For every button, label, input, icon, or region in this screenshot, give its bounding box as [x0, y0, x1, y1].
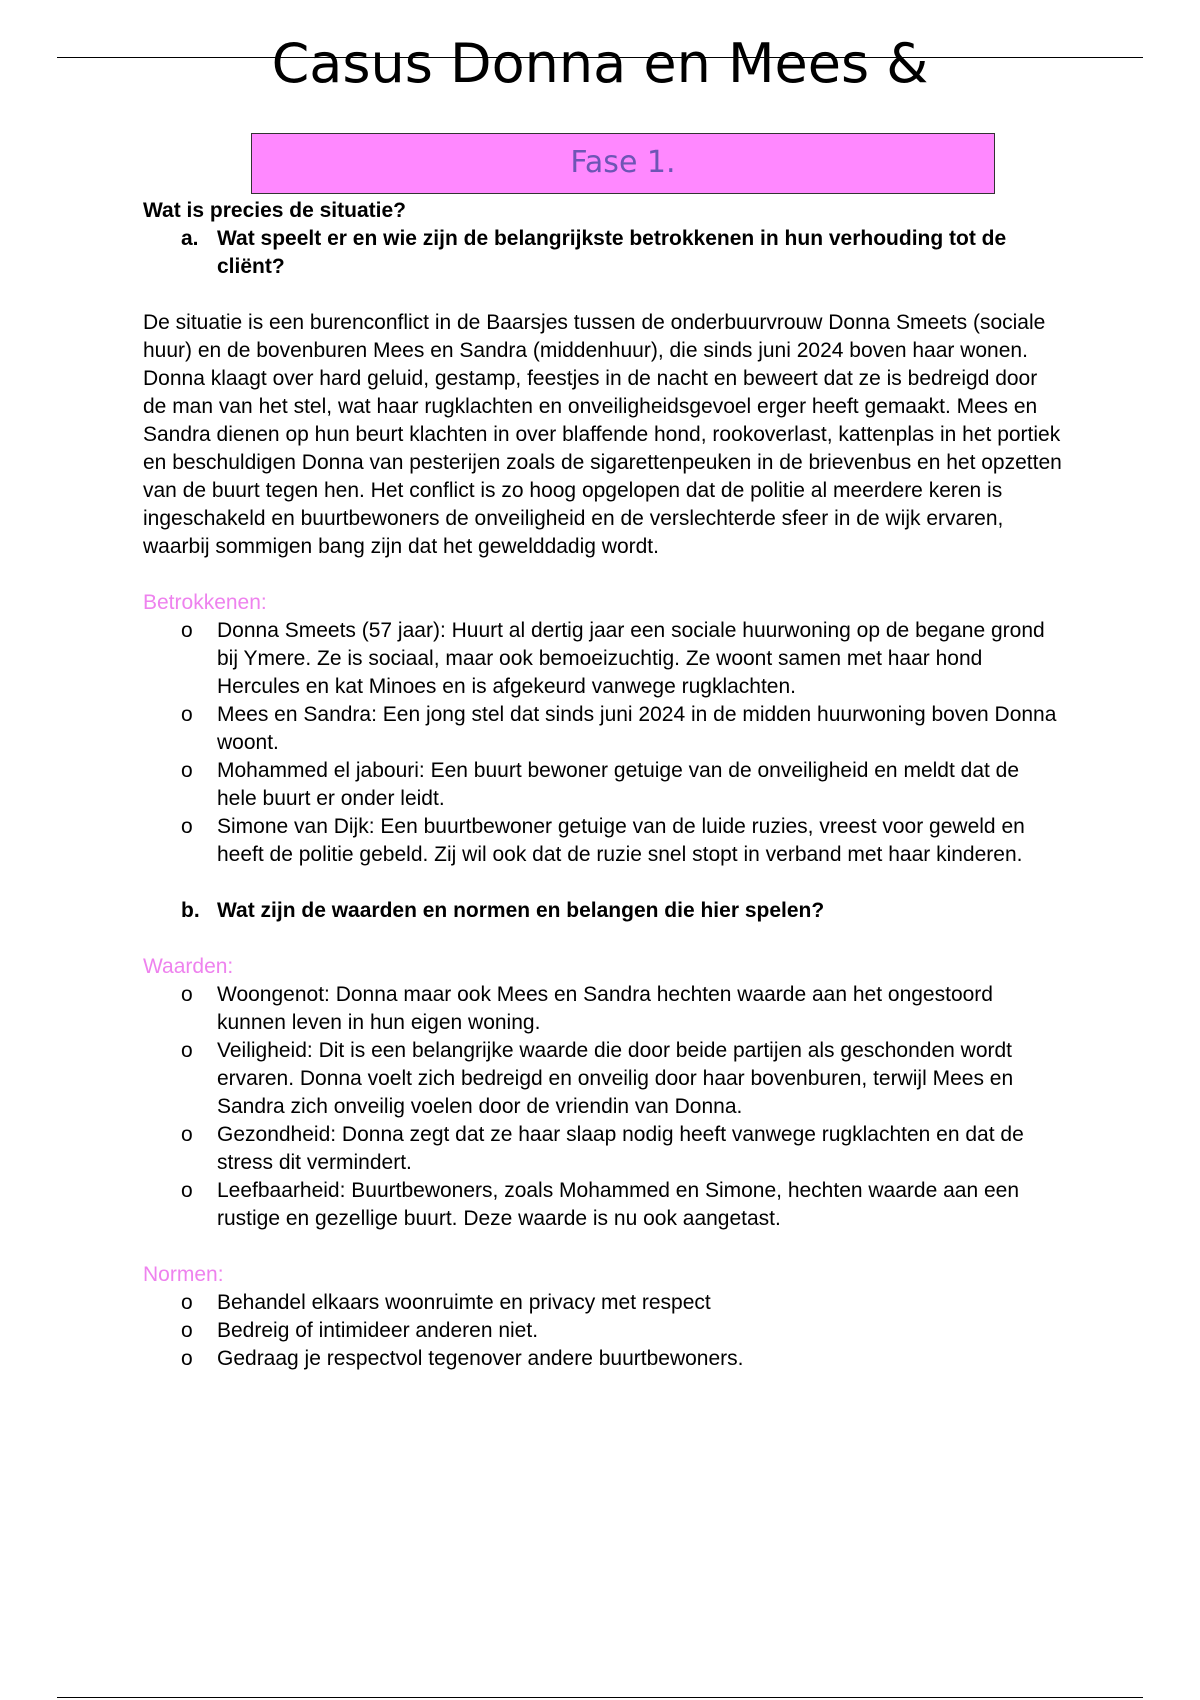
normen-label: Normen:	[143, 1263, 224, 1286]
sub-question-marker: a.	[181, 227, 199, 250]
bullet-icon: o	[181, 1347, 193, 1370]
list-item: o Mohammed el jabouri: Een buurt bewoner getuige van de onveiligheid en meldt dat de hele buurt er onder leidt.	[181, 757, 1063, 813]
sub-question-a	[181, 225, 1063, 281]
waarden-list	[143, 981, 1063, 1233]
sub-question-marker: b.	[181, 899, 200, 922]
list-item: o Gedraag je respectvol tegenover andere buurtbewoners.	[181, 1345, 1063, 1373]
list-item: o Simone van Dijk: Een buurtbewoner getuige van de luide ruzies, vreest voor geweld en heeft de politie gebeld. Zij wil ook dat de ruzie snel stopt in verband met haar kinderen.	[181, 813, 1063, 869]
list-item: o Veiligheid: Dit is een belangrijke waarde die door beide partijen als geschonden wordt ervaren. Donna voelt zich bedreigd en onveilig door haar bovenburen, terwijl Mees en Sandra zich onveilig voelen door de vriendin van Donna.	[181, 1037, 1063, 1121]
bullet-icon: o	[181, 1123, 193, 1146]
list-item: o Woongenot: Donna maar ook Mees en Sandra hechten waarde aan het ongestoord kunnen leven in hun eigen woning.	[181, 981, 1063, 1037]
sub-question-text: Wat speelt er en wie zijn de belangrijkste betrokkenen in hun verhouding tot de cliënt?	[217, 227, 1007, 278]
sub-question-b	[181, 897, 1063, 925]
bullet-icon: o	[181, 619, 193, 642]
list-item: o Behandel elkaars woonruimte en privacy met respect	[181, 1289, 1063, 1317]
bullet-icon: o	[181, 1179, 193, 1202]
list-item: o Leefbaarheid: Buurtbewoners, zoals Mohammed en Simone, hechten waarde aan een rustige en gezellige buurt. Deze waarde is nu ook aangetast.	[181, 1177, 1063, 1233]
bullet-icon: o	[181, 1291, 193, 1314]
bullet-icon: o	[181, 983, 193, 1006]
footer-rule	[57, 1697, 1143, 1698]
document-title: Casus Donna en Mees &	[271, 32, 929, 95]
normen-list	[143, 1289, 1063, 1373]
list-item: o Mees en Sandra: Een jong stel dat sinds juni 2024 in de midden huurwoning boven Donna woont.	[181, 701, 1063, 757]
document-body	[143, 197, 1063, 1373]
bullet-icon: o	[181, 703, 193, 726]
list-item: o Bedreig of intimideer anderen niet.	[181, 1317, 1063, 1345]
phase-heading: Fase 1.	[251, 133, 995, 194]
bullet-icon: o	[181, 759, 193, 782]
bullet-icon: o	[181, 1039, 193, 1062]
betrokkenen-label: Betrokkenen:	[143, 591, 267, 614]
sub-question-text: Wat zijn de waarden en normen en belangen die hier spelen?	[217, 899, 825, 922]
list-item: o Gezondheid: Donna zegt dat ze haar slaap nodig heeft vanwege rugklachten en dat de stress dit vermindert.	[181, 1121, 1063, 1177]
bullet-icon: o	[181, 815, 193, 838]
waarden-label: Waarden:	[143, 955, 234, 978]
main-question: Wat is precies de situatie?	[143, 199, 406, 222]
list-item: o Donna Smeets (57 jaar): Huurt al dertig jaar een sociale huurwoning op de begane grond bij Ymere. Ze is sociaal, maar ook bemoeizuchtig. Ze woont samen met haar hond Hercules en kat Minoes en is afgekeurd vanwege rugklachten.	[181, 617, 1063, 701]
betrokkenen-list	[143, 617, 1063, 869]
situation-paragraph: De situatie is een burenconflict in de Baarsjes tussen de onderbuurvrouw Donna Smeets (sociale huur) en de bovenburen Mees en Sandra (middenhuur), die sinds juni 2024 boven haar wonen. Donna klaagt over hard geluid, gestamp, feestjes in de nacht en beweert dat ze is bedreigd door de man van het stel, wat haar rugklachten en onveiligheidsgevoel erger heeft gemaakt. Mees en Sandra dienen op hun beurt klachten in over blaffende hond, rookoverlast, kattenplas in het portiek en beschuldigen Donna van pesterijen zoals de sigarettenpeuken in de brievenbus en het opzetten van de buurt tegen hen. Het conflict is zo hoog opgelopen dat de politie al meerdere keren is ingeschakeld en buurtbewoners de onveiligheid en de verslechterde sfeer in de wijk ervaren, waarbij sommigen bang zijn dat het gewelddadig wordt.	[143, 311, 1062, 558]
bullet-icon: o	[181, 1319, 193, 1342]
